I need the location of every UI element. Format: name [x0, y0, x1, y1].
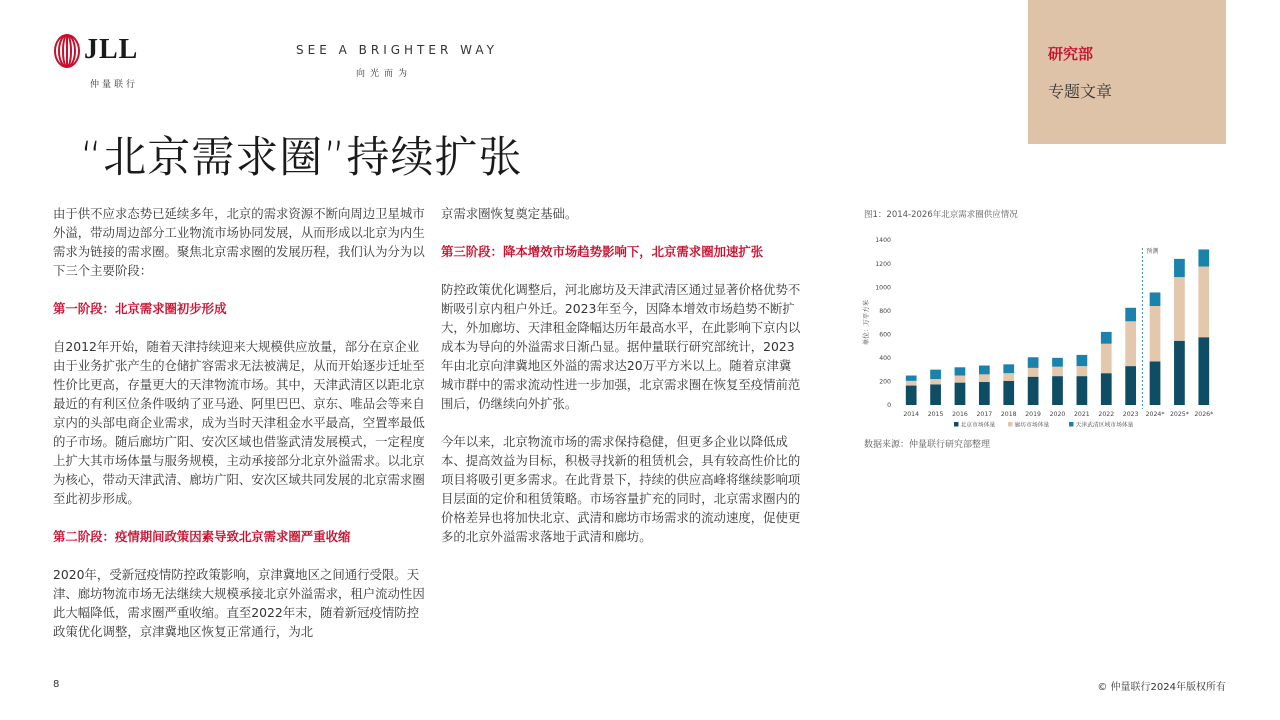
- bar-segment: [1125, 321, 1136, 366]
- bar-segment: [1052, 358, 1063, 367]
- bar-segment: [1174, 259, 1185, 277]
- x-tick-label: 2017: [976, 411, 993, 418]
- x-tick-label: 2024*: [1145, 411, 1165, 418]
- y-tick-label: 200: [879, 378, 891, 386]
- slogan: SEE A BRIGHTER WAY: [296, 43, 498, 57]
- bar-segment: [930, 384, 941, 405]
- bar-segment: [1101, 373, 1112, 405]
- bar-segment: [1150, 292, 1161, 306]
- y-tick-label: 800: [879, 307, 891, 315]
- section-tag: [1028, 0, 1226, 144]
- bar-segment: [1174, 277, 1185, 341]
- bar-segment: [1077, 376, 1088, 405]
- bar-segment: [1198, 267, 1209, 338]
- bar-segment: [979, 366, 990, 375]
- legend-label: 天津武清区域市场体量: [1075, 422, 1134, 429]
- bar-segment: [1077, 355, 1088, 366]
- bar-segment: [955, 376, 966, 383]
- intro-paragraph: 由于供不应求态势已延续多年，北京的需求资源不断向周边卫星城市外溢，带动周边部分工业物流市场协同发展，从而形成以北京为内生需求为链接的需求圈。聚焦北京需求圈的发展历程，我们认为分为以下三个主要阶段：: [53, 206, 425, 278]
- bar-segment: [1101, 332, 1112, 344]
- y-axis-label: 单位：万平方米: [862, 299, 870, 346]
- bar-segment: [1150, 361, 1161, 405]
- x-tick-label: 2014: [903, 411, 920, 418]
- jll-helix-icon: [54, 34, 80, 68]
- y-tick-label: 1200: [875, 260, 891, 268]
- bar-segment: [906, 386, 917, 405]
- legend-swatch: [954, 422, 959, 427]
- logo-wordmark: JLL: [84, 34, 139, 65]
- legend-label: 廊坊市场体量: [1014, 422, 1050, 429]
- bar-segment: [955, 383, 966, 405]
- bar-segment: [906, 376, 917, 381]
- bar-segment: [1198, 249, 1209, 266]
- x-tick-label: 2025*: [1170, 411, 1189, 418]
- bar-segment: [1028, 368, 1039, 377]
- x-tick-label: 2019: [1025, 411, 1041, 418]
- x-tick-label: 2022: [1098, 411, 1115, 418]
- y-tick-label: 1000: [875, 284, 891, 292]
- x-tick-label: 2021: [1074, 411, 1090, 418]
- jll-logo: [54, 32, 144, 92]
- bar-segment: [1003, 364, 1014, 373]
- bar-segment: [1150, 306, 1161, 361]
- text-column-left: [53, 204, 425, 660]
- bar-segment: [1198, 337, 1209, 405]
- bar-segment: [930, 379, 941, 384]
- page-number: 8: [53, 679, 60, 690]
- bar-segment: [1174, 341, 1185, 405]
- figure-caption: 图1：2014-2026年北京需求圈供应情况: [864, 210, 1018, 220]
- bar-segment: [1125, 366, 1136, 405]
- article-type-label: 专题文章: [1048, 82, 1113, 101]
- x-tick-label: 2015: [927, 411, 944, 418]
- y-tick-label: 600: [879, 331, 891, 339]
- bar-segment: [1101, 344, 1112, 373]
- x-tick-label: 2026*: [1194, 411, 1214, 418]
- bar-segment: [1028, 357, 1039, 368]
- y-tick-label: 1400: [875, 237, 891, 245]
- legend-label: 北京市场体量: [960, 422, 996, 429]
- text-column-right: [441, 204, 803, 565]
- outlook-paragraph: 今年以来，北京物流市场的需求保持稳健，但更多企业以降低成本、提高效益为目标，积极寻找新的租赁机会，具有较高性价比的项目将吸引更多需求。在此背景下，持续的供应高峰将继续影响项目层面的定价和租赁策略。市场容量扩充的同时，北京需求圈内的价格差异也将加快北京、武清和廊坊市场需求的流动速度，促使更多的北京外溢需求落地于武清和廊坊。: [441, 434, 801, 544]
- forecast-label: 预测: [1146, 248, 1159, 255]
- stage2-paragraph: 2020年，受新冠疫情防控政策影响，京津冀地区之间通行受限。天津、廊坊物流市场无法继续大规模承接北京外溢需求，租户流动性因此大幅降低，需求圈严重收缩。直至2022年末，随着新冠疫情防控政策优化调整，京津冀地区恢复正常通行，为北: [53, 567, 425, 639]
- bar-segment: [1028, 377, 1039, 405]
- y-tick-label: 0: [887, 402, 891, 410]
- supply-bar-chart: [856, 230, 1226, 435]
- x-tick-label: 2016: [952, 411, 968, 418]
- x-tick-label: 2020: [1049, 411, 1066, 418]
- bar-segment: [955, 367, 966, 375]
- y-tick-label: 400: [879, 355, 891, 363]
- figure-source: 数据来源：仲量联行研究部整理: [864, 440, 991, 450]
- bar-segment: [1003, 373, 1014, 381]
- continuation-paragraph: 京需求圈恢复奠定基础。: [441, 206, 578, 221]
- bar-segment: [1052, 367, 1063, 376]
- bar-segment: [979, 382, 990, 405]
- legend-swatch: [1008, 422, 1013, 427]
- slogan-chinese: 向光而为: [356, 69, 413, 79]
- copyright-notice: © 仲量联行2024年版权所有: [1097, 682, 1226, 693]
- x-tick-label: 2018: [1000, 411, 1017, 418]
- stage1-paragraph: 自2012年开始，随着天津持续迎来大规模供应放量，部分在京企业由于业务扩张产生的仓储扩容需求无法被满足，从而开始逐步迁址至性价比更高，存量更大的天津物流市场。其中，天津武清区以距北京最近的有利区位条件吸纳了亚马逊、阿里巴巴、京东、唯品会等来自京内的头部电商企业需求，成为当时天津租金水平最高，空置率最低的子市场。随后廊坊广阳、安次区域也借鉴武清发展模式，一定程度上扩大其市场体量与服务规模，主动承接部分北京外溢需求。以北京为核心，带动天津武清、廊坊广阳、安次区域共同发展的北京需求圈至此初步形成。: [53, 339, 425, 506]
- stage3-paragraph: 防控政策优化调整后，河北廊坊及天津武清区通过显著价格优势不断吸引京内租户外迁。2023年至今，因降本增效市场趋势不断扩大，外加廊坊、天津租金降幅达历年最高水平，在此影响下京内以成本为导向的外溢需求日渐凸显。据仲量联行研究部统计，2023年由北京向津冀地区外溢的需求达20万平方米以上。随着京津冀城市群中的需求流动性进一步加强，北京需求圈在恢复至疫情前范围后，仍继续向外扩张。: [441, 282, 801, 411]
- bar-segment: [930, 370, 941, 379]
- bar-segment: [1052, 376, 1063, 405]
- bar-segment: [979, 374, 990, 382]
- stage1-heading: 第一阶段：北京需求圈初步形成: [53, 301, 227, 316]
- x-tick-label: 2023: [1122, 411, 1139, 418]
- page-title: “北京需求圈”持续扩张: [80, 133, 523, 183]
- bar-segment: [1077, 366, 1088, 376]
- stage2-heading: 第二阶段：疫情期间政策因素导致北京需求圈严重收缩: [53, 529, 351, 544]
- stage3-heading: 第三阶段：降本增效市场趋势影响下，北京需求圈加速扩张: [441, 244, 764, 259]
- department-label: 研究部: [1048, 45, 1094, 63]
- bar-segment: [1125, 308, 1136, 322]
- bar-segment: [906, 381, 917, 386]
- logo-chinese-name: 仲量联行: [90, 80, 139, 90]
- bar-segment: [1003, 381, 1014, 405]
- legend-swatch: [1069, 422, 1074, 427]
